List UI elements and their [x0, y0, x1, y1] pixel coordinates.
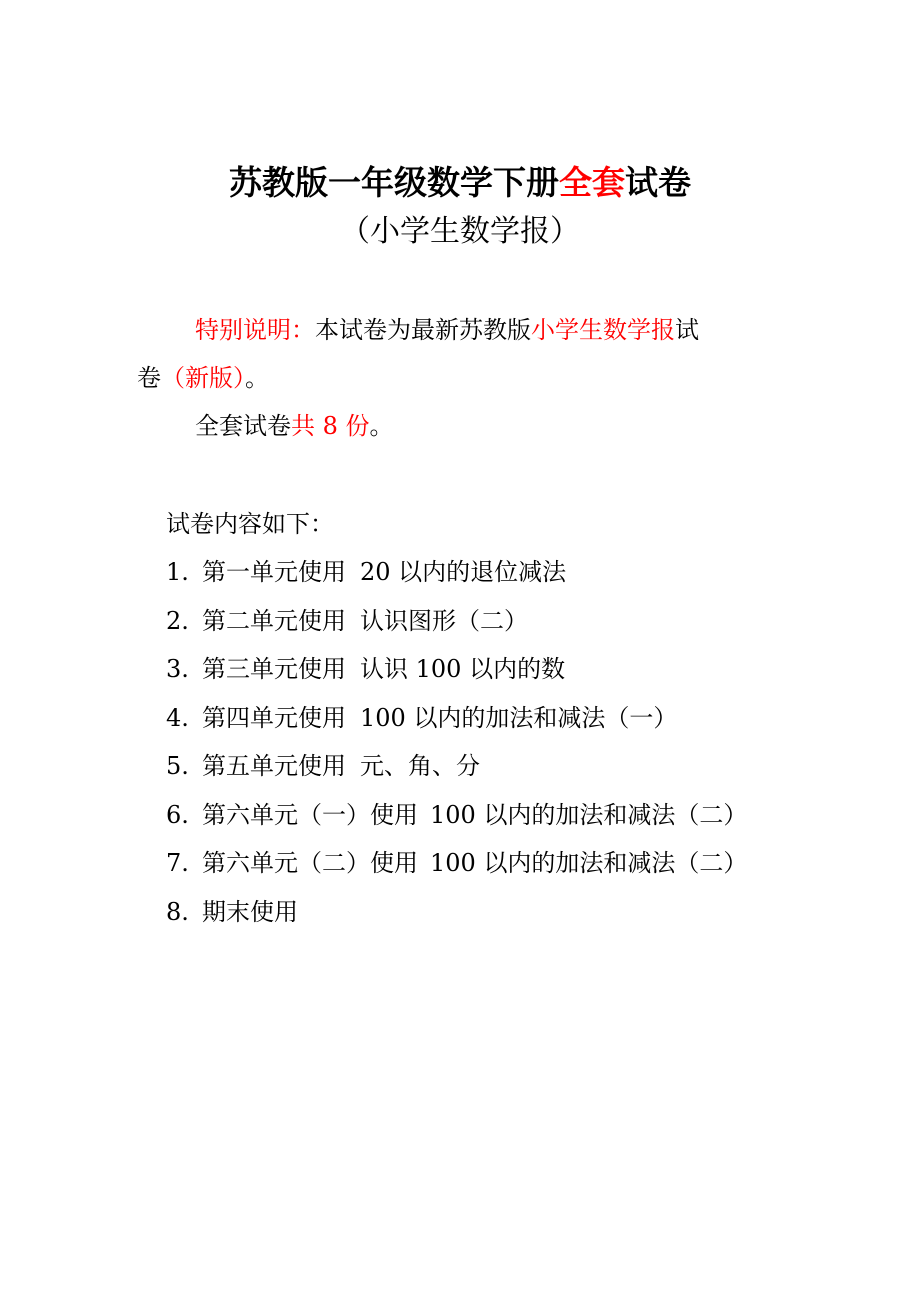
count-text1: 全套试卷: [195, 412, 291, 440]
item-topic: 认识 100 以内的数: [360, 655, 566, 683]
item-unit: 第二单元使用: [202, 606, 346, 635]
item-topic: 100 以内的加法和减法（二）: [430, 800, 748, 829]
list-item: [166, 742, 747, 791]
item-number: 8.: [166, 897, 189, 926]
list-item: [166, 839, 747, 888]
item-topic: 100 以内的加法和减法（二）: [430, 849, 748, 877]
list-item: [166, 791, 747, 840]
title-highlight: 全套: [559, 163, 625, 202]
note-text2: 试: [675, 316, 699, 344]
list-item: [166, 888, 747, 937]
note-text1: 本试卷为最新苏教版: [315, 316, 531, 344]
item-number: 7.: [166, 849, 189, 877]
item-topic: 元、角、分: [360, 752, 480, 780]
page-subtitle: （小学生数学报）: [340, 214, 580, 249]
contents-heading: 试卷内容如下：: [166, 510, 334, 538]
item-unit: 第一单元使用: [202, 558, 346, 586]
count-highlight: 共 8 份: [291, 412, 370, 440]
list-item: [166, 694, 747, 743]
item-unit: 第四单元使用: [202, 703, 346, 732]
set-count: [137, 402, 797, 450]
item-topic: 20 以内的退位减法: [360, 558, 567, 586]
item-unit: 第六单元（二）使用: [202, 849, 418, 877]
item-number: 5.: [166, 752, 189, 780]
item-unit: 第五单元使用: [202, 752, 346, 780]
title-part2: 试卷: [625, 163, 691, 202]
note-line2-end: 。: [245, 364, 269, 392]
item-topic: 100 以内的加法和减法（一）: [360, 703, 678, 732]
item-number: 2.: [166, 606, 189, 635]
item-number: 6.: [166, 800, 189, 829]
note-highlight2: （新版）: [161, 364, 245, 392]
list-item: [166, 645, 747, 694]
list-item: [166, 597, 747, 646]
item-topic: 认识图形（二）: [360, 606, 528, 635]
note-label: 特别说明：: [195, 316, 315, 344]
item-number: 4.: [166, 703, 189, 732]
contents-list: [166, 548, 747, 936]
list-item: [166, 548, 747, 597]
special-note: [137, 306, 797, 402]
item-unit: 期末使用: [202, 897, 298, 926]
note-line2-text: 卷: [137, 364, 161, 392]
title-part1: 苏教版一年级数学下册: [229, 163, 559, 202]
item-number: 1.: [166, 558, 189, 586]
count-text2: 。: [369, 412, 394, 440]
item-unit: 第三单元使用: [202, 655, 346, 683]
page-title: [0, 160, 920, 206]
note-highlight1: 小学生数学报: [531, 316, 675, 344]
item-unit: 第六单元（一）使用: [202, 800, 418, 829]
item-number: 3.: [166, 655, 189, 683]
